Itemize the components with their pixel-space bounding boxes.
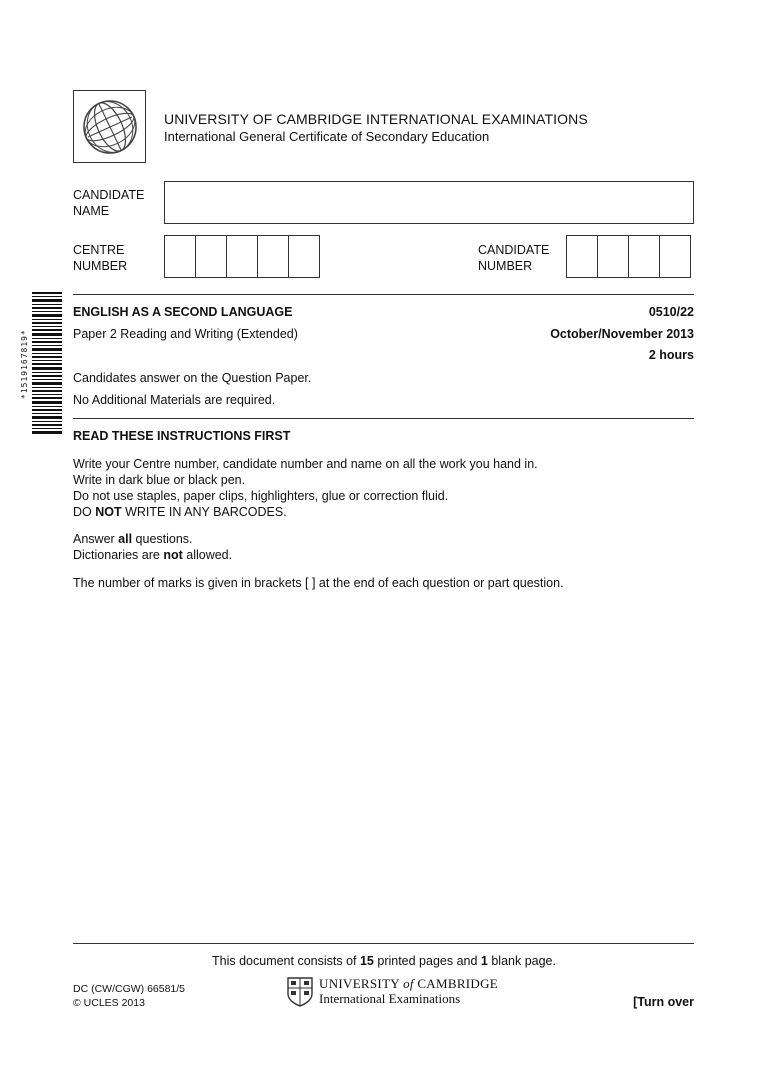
marks-instruction: The number of marks is given in brackets [ ] at the end of each question or part question. (73, 576, 564, 590)
centre-digit-box[interactable] (164, 235, 196, 278)
barcode-digits: *1519167819* (20, 329, 29, 399)
candidate-digit-box[interactable] (597, 235, 629, 278)
divider (73, 418, 694, 419)
globe-logo (73, 90, 146, 163)
candidate-name-field[interactable] (164, 181, 694, 224)
materials-line-2: No Additional Materials are required. (73, 393, 276, 407)
instruction-line: Dictionaries are not allowed. (73, 548, 233, 562)
turn-over-note: [Turn over (633, 995, 694, 1009)
centre-digit-box[interactable] (195, 235, 227, 278)
exam-session: October/November 2013 (550, 327, 694, 341)
centre-digit-box[interactable] (226, 235, 258, 278)
globe-icon (80, 97, 140, 157)
subject-title: ENGLISH AS A SECOND LANGUAGE (73, 305, 293, 319)
candidate-number-label: CANDIDATE NUMBER (478, 243, 550, 273)
paper-title: Paper 2 Reading and Writing (Extended) (73, 327, 298, 341)
centre-digit-box[interactable] (257, 235, 289, 278)
centre-digit-box[interactable] (288, 235, 320, 278)
instructions-block-1 (73, 456, 538, 520)
paper-code: 0510/22 (648, 305, 694, 319)
qualification-subtitle: International General Certificate of Secondary Education (164, 129, 490, 144)
exam-board-title: UNIVERSITY OF CAMBRIDGE INTERNATIONAL EXAMINATIONS (164, 111, 588, 127)
cambridge-logo-text: UNIVERSITY of CAMBRIDGE International Examinations (319, 976, 499, 1006)
page-count-note: This document consists of 15 printed pages and 1 blank page. (212, 954, 556, 968)
barcode (32, 290, 62, 438)
candidate-digit-box[interactable] (566, 235, 598, 278)
candidate-digit-box[interactable] (659, 235, 691, 278)
materials-line-1: Candidates answer on the Question Paper. (73, 371, 312, 385)
document-reference: DC (CW/CGW) 66581/5 © UCLES 2013 (73, 983, 186, 1009)
divider (73, 294, 694, 295)
instruction-line: Answer all questions. (73, 532, 193, 546)
candidate-number-field[interactable] (566, 235, 690, 278)
instructions-block-2 (73, 531, 232, 563)
centre-number-field[interactable] (164, 235, 319, 278)
instruction-line: Write your Centre number, candidate number and name on all the work you hand in. (73, 457, 538, 471)
instructions-heading: READ THESE INSTRUCTIONS FIRST (73, 429, 291, 443)
cambridge-shield-icon (286, 976, 314, 1008)
instruction-line: Do not use staples, paper clips, highlighters, glue or correction fluid. (73, 489, 449, 503)
candidate-name-label: CANDIDATE NAME (73, 188, 145, 218)
centre-number-label: CENTRE NUMBER (73, 243, 128, 273)
footer-divider (73, 943, 694, 944)
instruction-line: Write in dark blue or black pen. (73, 473, 246, 487)
candidate-digit-box[interactable] (628, 235, 660, 278)
instruction-line: DO NOT WRITE IN ANY BARCODES. (73, 505, 287, 519)
exam-duration: 2 hours (648, 348, 694, 362)
